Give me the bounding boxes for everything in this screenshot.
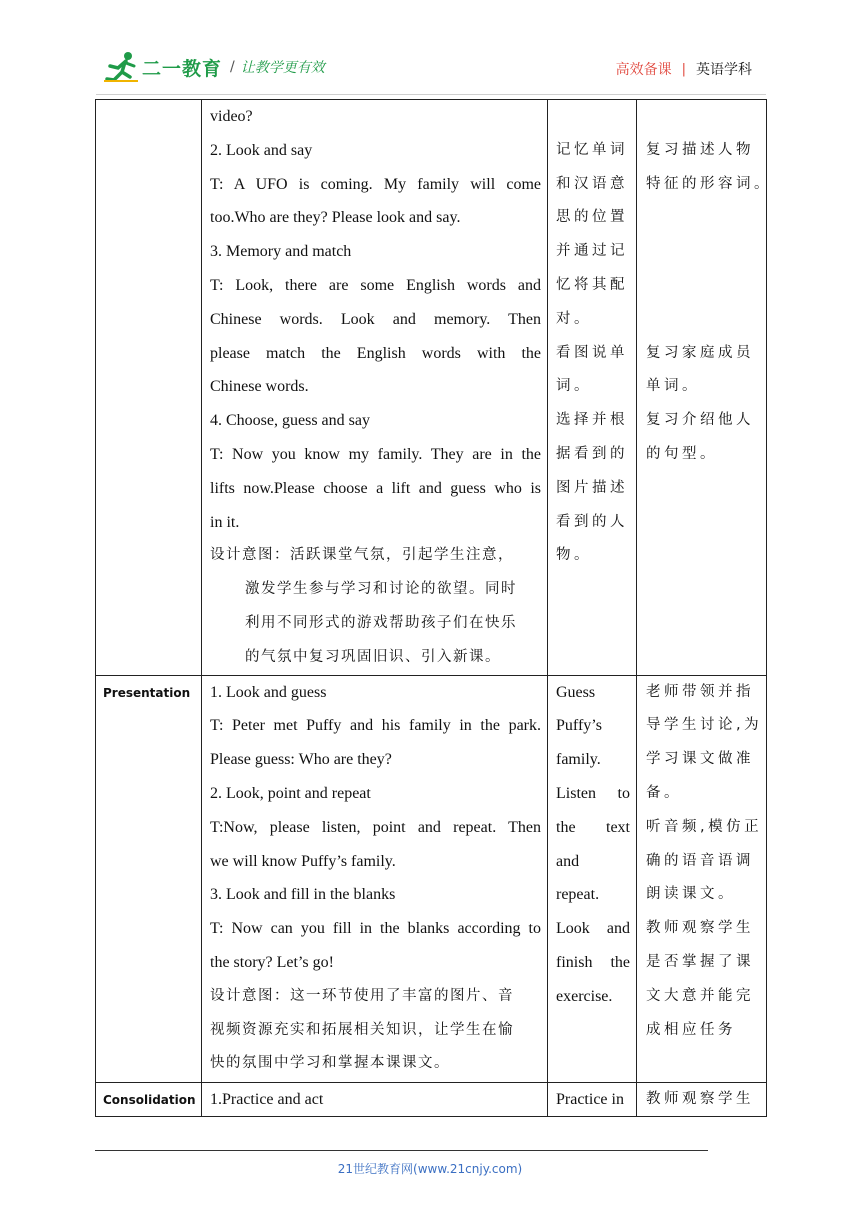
teacher-line: please match the English words with the	[210, 344, 541, 362]
student-line: 图片描述	[556, 479, 628, 496]
purpose-line: 老师带领并指	[646, 683, 754, 700]
teacher-line: T: Now can you fill in the blanks according to	[210, 920, 541, 938]
student-line: 忆将其配	[556, 276, 628, 293]
teacher-line: Please guess: Who are they?	[210, 751, 392, 769]
logo-brand-text: 二一教育	[142, 57, 223, 80]
purpose-line	[637, 201, 766, 235]
student-line: Puffy’s	[556, 717, 602, 735]
design-intent-line: 设计意图：这一环节使用了丰富的图片、音	[210, 987, 514, 1004]
purpose-line: 成相应任务	[646, 1021, 736, 1038]
purpose-line: 是否掌握了课	[646, 953, 754, 970]
table-row	[96, 100, 767, 676]
table-row	[96, 1082, 767, 1117]
stage-label: Consolidation	[103, 1092, 196, 1107]
student-line: 和汉语意	[556, 175, 628, 192]
student-line: 对。	[556, 310, 592, 327]
teacher-line: lifts now.Please choose a lift and guess who is	[210, 479, 541, 497]
design-intent-line: 的气氛中复习巩固旧识、引入新课。	[245, 648, 501, 665]
running-man-logo-icon	[104, 50, 140, 84]
design-intent-line: 快的氛围中学习和掌握本课课文。	[210, 1055, 450, 1072]
purpose-line: 朗读课文。	[646, 886, 736, 903]
purpose-line: 特征的形容词。	[646, 175, 772, 192]
stage-label	[96, 100, 201, 108]
logo-slash: /	[230, 59, 235, 75]
stage-cell	[96, 675, 202, 1082]
subject-label: 英语学科	[696, 62, 752, 78]
student-line: repeat.	[556, 886, 600, 904]
student-line: Look and	[556, 920, 630, 938]
stage-cell	[96, 100, 202, 676]
page-header	[0, 0, 860, 100]
teacher-line: we will know Puffy’s family.	[210, 852, 396, 870]
header-divider	[96, 94, 766, 95]
teacher-activity-cell	[202, 100, 548, 676]
table-row	[96, 675, 767, 1082]
purpose-line	[637, 100, 766, 134]
purpose-line	[637, 269, 766, 303]
purpose-line: 文大意并能完	[646, 987, 754, 1004]
logo	[104, 50, 325, 84]
student-line: 物。	[556, 547, 592, 564]
student-line: Listen to	[556, 784, 630, 802]
header-course-info	[616, 59, 752, 79]
design-purpose-cell	[637, 100, 772, 676]
student-line: 记忆单词	[556, 141, 628, 158]
student-line: exercise.	[556, 987, 613, 1005]
purpose-line: 的句型。	[646, 445, 718, 462]
purpose-line: 教师观察学生	[646, 920, 754, 937]
student-line: 词。	[556, 378, 592, 395]
purpose-line	[637, 303, 766, 337]
teacher-line: T: Now you know my family. They are in the	[210, 445, 541, 463]
teacher-line: 4. Choose, guess and say	[210, 412, 370, 430]
student-activity-cell	[548, 100, 637, 676]
teacher-line: too.Who are they? Please look and say.	[210, 209, 461, 227]
teacher-line: 1.Practice and act	[210, 1090, 324, 1108]
design-intent-line: 激发学生参与学习和讨论的欲望。同时	[245, 581, 517, 598]
teacher-line: T: Look, there are some English words and	[210, 276, 541, 294]
stage-label: Presentation	[103, 685, 191, 700]
student-activity-cell	[548, 1082, 637, 1117]
student-line: 并通过记	[556, 243, 628, 260]
purpose-line: 确的语音语调	[646, 852, 754, 869]
teacher-line: T: Peter met Puffy and his family in the park.	[210, 717, 541, 735]
teacher-line: T: A UFO is coming. My family will come	[210, 175, 541, 193]
teacher-line: 2. Look and say	[210, 141, 313, 159]
teacher-line: 3. Memory and match	[210, 243, 352, 261]
student-line: and	[556, 852, 580, 870]
teacher-line: 3. Look and fill in the blanks	[210, 886, 396, 904]
teacher-line: in it.	[210, 513, 240, 531]
teacher-line: Chinese words. Look and memory. Then	[210, 310, 541, 328]
design-intent-line: 视频资源充实和拓展相关知识，让学生在愉	[210, 1021, 514, 1038]
purpose-line: 复习描述人物	[646, 141, 754, 158]
student-line: family.	[556, 751, 601, 769]
teacher-line: 2. Look, point and repeat	[210, 784, 371, 802]
student-line: finish the	[556, 953, 630, 971]
design-intent-line: 设计意图：活跃课堂气氛，引起学生注意，	[210, 547, 514, 564]
purpose-line: 听音频,模仿正	[646, 818, 763, 835]
footer-divider	[95, 1150, 708, 1151]
teacher-line: 1. Look and guess	[210, 683, 327, 701]
lesson-plan-table	[95, 99, 772, 1117]
teacher-line: video?	[210, 108, 253, 125]
teacher-line: the story? Let’s go!	[210, 953, 334, 971]
teacher-line: T:Now, please listen, point and repeat. Then	[210, 818, 541, 836]
course-label: 高效备课	[615, 62, 672, 78]
purpose-line: 学习课文做准	[646, 751, 754, 768]
teacher-activity-cell	[202, 1082, 548, 1117]
purpose-line: 复习家庭成员	[646, 344, 754, 361]
purpose-line: 导学生讨论,为	[646, 717, 763, 734]
teacher-line: Chinese words.	[210, 378, 309, 396]
purpose-line	[637, 235, 766, 269]
purpose-line: 教师观察学生	[646, 1090, 754, 1107]
teacher-activity-cell	[202, 675, 548, 1082]
design-purpose-cell	[637, 1082, 767, 1117]
student-activity-cell	[548, 675, 637, 1082]
student-line: 思的位置	[556, 209, 628, 226]
student-line: 看到的人	[556, 513, 628, 530]
student-line: 据看到的	[556, 445, 628, 462]
design-intent-line: 利用不同形式的游戏帮助孩子们在快乐	[245, 614, 517, 631]
purpose-line: 复习介绍他人	[646, 412, 754, 429]
student-line: Guess	[556, 683, 596, 701]
stage-cell	[96, 1082, 202, 1117]
student-line: 看图说单	[556, 344, 628, 361]
footer-website-link[interactable]: 21世纪教育网(www.21cnjy.com)	[337, 1162, 523, 1176]
purpose-line: 备。	[646, 784, 682, 801]
logo-slogan: 让教学更有效	[240, 60, 325, 76]
student-line: 选择并根	[556, 412, 628, 429]
student-line	[548, 100, 636, 134]
student-line: the text	[556, 818, 630, 836]
student-line: Practice in	[556, 1090, 624, 1108]
purpose-line: 单词。	[646, 378, 700, 395]
header-separator: |	[681, 61, 686, 77]
design-purpose-cell	[637, 675, 767, 1082]
